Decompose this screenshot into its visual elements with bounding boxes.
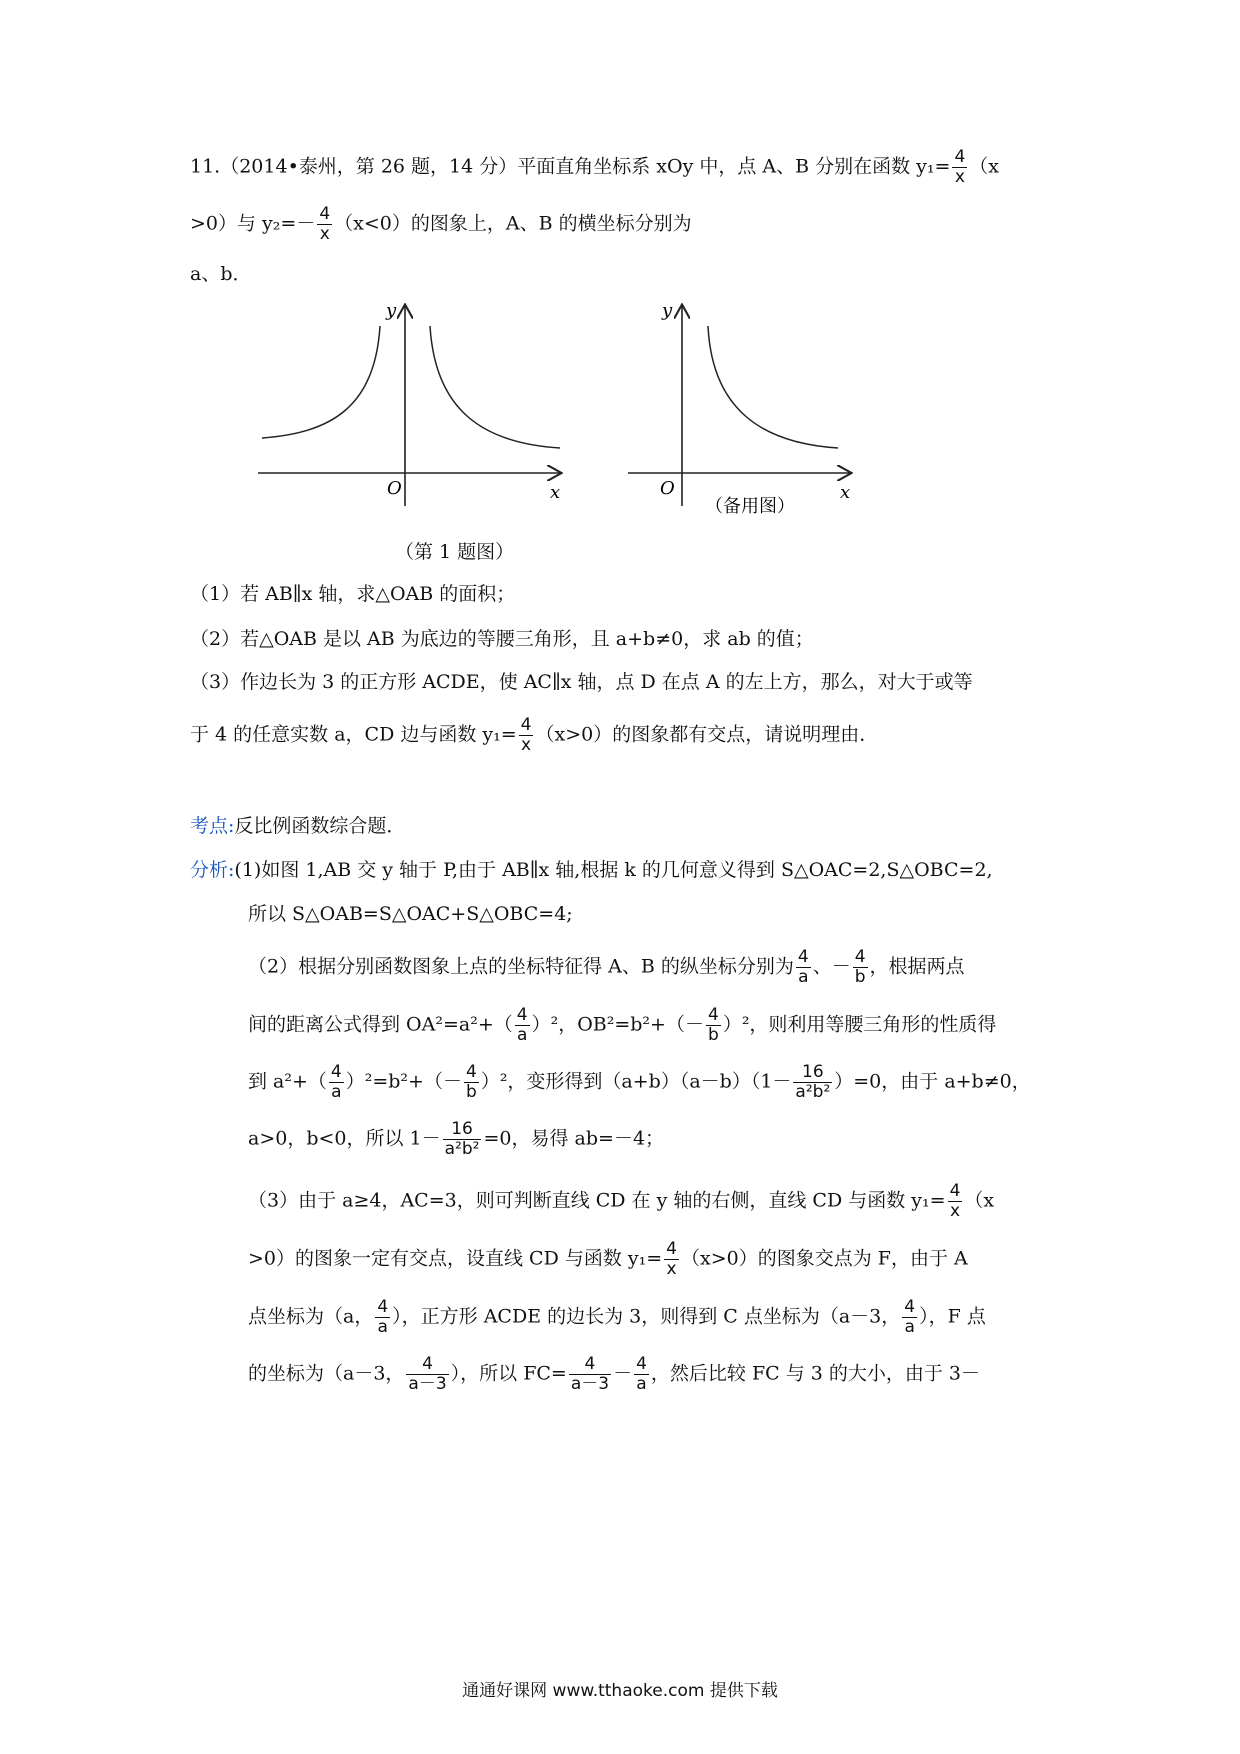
fraction-4-over-b: $\frac{4}{b}$	[707, 1005, 719, 1045]
question-2: （2）若△OAB 是以 AB 为底边的等腰三角形，且 a+b≠0，求 ab 的值；	[190, 628, 814, 650]
fenxi-p3-line-3: 点坐标为（a， $\frac{4}{a}$ ），正方形 ACDE 的边长为 3，则得到 C 点坐标为（a－3， $\frac{4}{a}$ ），F 点	[248, 1297, 986, 1337]
fraction-4-over-x: $\frac{4}{x}$	[949, 1181, 961, 1221]
fraction-4-over-a: $\frac{4}{a}$	[516, 1005, 528, 1045]
question-3-line-2: 于 4 的任意实数 a，CD 边与函数 y₁= $\frac{4}{x}$ （x>0）的图象都有交点，请说明理由．	[190, 715, 879, 755]
fenxi-p2-line-4: a>0，b<0，所以 1－ $\frac{16}{\text{a²b²}}$ =0，易得 ab=－4；	[248, 1119, 665, 1159]
page-footer: 通通好课网 www.tthaoke.com 提供下载	[462, 1681, 778, 1701]
y-axis-label: y	[662, 300, 673, 321]
fraction-4-over-a-minus-3: $\frac{4}{a-3}$	[570, 1354, 610, 1394]
problem-header: 11.（2014•泰州，第 26 题，14 分）平面直角坐标系 xOy 中，点 A、B 分别在函数 y₁= $\frac{4}{x}$ （x	[190, 147, 999, 187]
figure-caption: （第 1 题图）	[395, 541, 515, 563]
kaodian-label: 考点:	[190, 815, 235, 837]
hyperbola-figure	[250, 298, 870, 528]
fenxi-p3-line-2: >0）的图象一定有交点，设直线 CD 与函数 y₁= $\frac{4}{x}$ （x>0）的图象交点为 F，由于 A	[248, 1239, 968, 1279]
fraction-4-over-x: $\frac{4}{x}$	[666, 1239, 677, 1279]
fraction-4-over-b: $\frac{4}{b}$	[854, 947, 866, 987]
fenxi-label: 分析:	[190, 859, 235, 881]
x-axis-label: x	[840, 482, 851, 503]
fraction-4-over-a: $\frac{4}{a}$	[377, 1297, 389, 1337]
fraction-16-over-a2b2: $\frac{16}{\text{a²b²}}$	[795, 1062, 831, 1102]
origin-label: O	[387, 478, 402, 499]
x-axis-label: x	[550, 482, 561, 503]
left-branch-curve	[262, 326, 380, 438]
fraction-4-over-a-minus-3: $\frac{4}{a-3}$	[408, 1354, 447, 1394]
fraction-4-over-x: $\frac{4}{x}$	[520, 715, 532, 755]
fenxi-line-1: 分析:(1)如图 1,AB 交 y 轴于 P,由于 AB∥x 轴,根据 k 的几何意义得到 S△OAC=2,S△OBC=2,	[190, 859, 993, 881]
hyperbola-branch-curve	[708, 326, 838, 448]
origin-label: O	[660, 478, 675, 499]
fraction-4-over-x: $\frac{4}{x}$	[319, 204, 331, 244]
fenxi-p3-line-4: 的坐标为（a－3， $\frac{4}{a-3}$ ），所以 FC= $\frac{4}{a-3}$ － $\frac{4}{a}$ ，然后比较 FC 与 3 的大小，由于 3－	[248, 1354, 981, 1394]
fenxi-p2-line-1: （2）根据分别函数图象上点的坐标特征得 A、B 的纵坐标分别为 $\frac{4}{a}$ 、－ $\frac{4}{b}$ ，根据两点	[248, 947, 965, 987]
spare-figure-caption: （备用图）	[705, 496, 795, 517]
fraction-4-over-a: $\frac{4}{a}$	[797, 947, 809, 987]
fraction-16-over-a2b2: $\frac{16}{\text{a²b²}}$	[444, 1119, 480, 1159]
fenxi-line-2: 所以 S△OAB=S△OAC+S△OBC=4;	[248, 903, 573, 925]
y-axis-label: y	[386, 300, 397, 321]
fraction-4-over-x: $\frac{4}{x}$	[954, 147, 966, 187]
fenxi-p3-line-1: （3）由于 a≥4，AC=3，则可判断直线 CD 在 y 轴的右侧，直线 CD 与函数 y₁= $\frac{4}{x}$ （x	[248, 1181, 995, 1221]
question-3-line-1: （3）作边长为 3 的正方形 ACDE，使 AC∥x 轴，点 D 在点 A 的左上方，那么，对大于或等	[190, 671, 973, 693]
fraction-4-over-a: $\frac{4}{a}$	[330, 1062, 342, 1102]
kaodian-line: 考点:反比例函数综合题．	[190, 815, 406, 837]
right-branch-curve	[430, 326, 560, 448]
fraction-4-over-b: $\frac{4}{b}$	[465, 1062, 477, 1102]
fenxi-p2-line-2: 间的距离公式得到 OA²=a²+（ $\frac{4}{a}$ ）²，OB²=b²+（－ $\frac{4}{b}$ ）²，则利用等腰三角形的性质得	[248, 1005, 997, 1045]
problem-line-3: a、b．	[190, 263, 252, 285]
fenxi-p2-line-3: 到 a²+（ $\frac{4}{a}$ ）²=b²+（－ $\frac{4}{b}$ ）²，变形得到（a+b）（a－b）（1－ $\frac{16}{\text{a²b²}}$ ）=0，由于 a+b≠0，	[248, 1062, 1031, 1102]
fraction-4-over-a: $\frac{4}{a}$	[904, 1297, 916, 1337]
problem-line-2: >0）与 y₂=－ $\frac{4}{x}$ （x<0）的图象上，A、B 的横坐标分别为	[190, 204, 692, 244]
fraction-4-over-a: $\frac{4}{a}$	[636, 1354, 647, 1394]
question-1: （1）若 AB∥x 轴，求△OAB 的面积；	[190, 583, 516, 605]
